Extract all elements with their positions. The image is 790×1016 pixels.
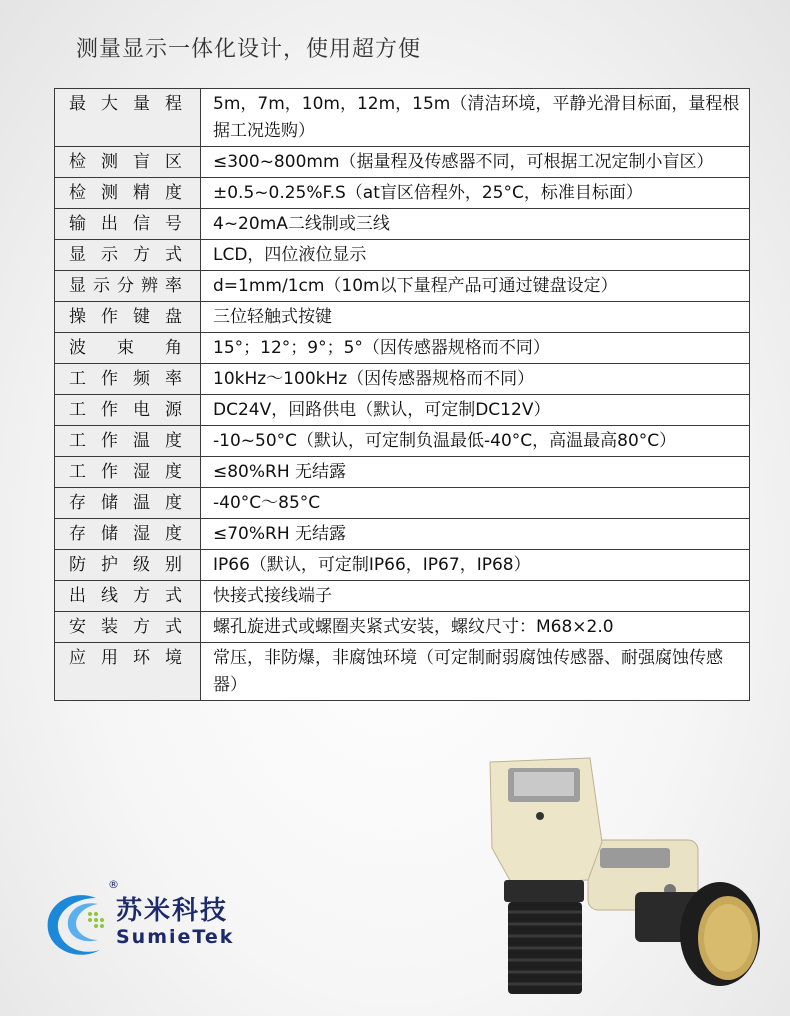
spec-key: 工作温度 [55,426,201,457]
spec-value: 螺孔旋进式或螺圈夹紧式安装，螺纹尺寸：M68×2.0 [201,612,750,643]
spec-key: 最大量程 [55,89,201,147]
spec-row [55,550,750,581]
spec-row [55,488,750,519]
spec-key: 安装方式 [55,612,201,643]
spec-key: 显示方式 [55,240,201,271]
spec-value: LCD，四位液位显示 [201,240,750,271]
spec-row [55,178,750,209]
spec-key: 工作湿度 [55,457,201,488]
spec-value: 15°；12°；9°；5°（因传感器规格而不同） [201,333,750,364]
spec-value: -10~50°C（默认，可定制负温最低-40°C，高温最高80°C） [201,426,750,457]
spec-key: 波束角 [55,333,201,364]
spec-row [55,240,750,271]
spec-value: DC24V，回路供电（默认，可定制DC12V） [201,395,750,426]
spec-value: -40°C～85°C [201,488,750,519]
spec-key: 检测精度 [55,178,201,209]
spec-key: 输出信号 [55,209,201,240]
spec-value: ≤80%RH 无结露 [201,457,750,488]
spec-value: d=1mm/1cm（10m以下量程产品可通过键盘设定） [201,271,750,302]
ultrasonic-level-meter-image [470,752,770,1002]
spec-value: 10kHz～100kHz（因传感器规格而不同） [201,364,750,395]
spec-table [54,88,750,701]
spec-row [55,581,750,612]
spec-value: 快接式接线端子 [201,581,750,612]
spec-value: ≤300~800mm（据量程及传感器不同，可根据工况定制小盲区） [201,147,750,178]
spec-key: 存储温度 [55,488,201,519]
swoosh-logo-icon [40,884,112,962]
spec-row [55,89,750,147]
spec-key: 存储湿度 [55,519,201,550]
spec-row [55,209,750,240]
spec-row [55,612,750,643]
spec-value: ≤70%RH 无结露 [201,519,750,550]
spec-key: 防护级别 [55,550,201,581]
spec-key: 操作键盘 [55,302,201,333]
spec-row [55,364,750,395]
spec-key: 出线方式 [55,581,201,612]
spec-value: IP66（默认，可定制IP66，IP67，IP68） [201,550,750,581]
spec-row [55,302,750,333]
spec-row [55,426,750,457]
spec-value: 4~20mA二线制或三线 [201,209,750,240]
spec-value: ±0.5~0.25%F.S（at盲区倍程外，25°C，标准目标面） [201,178,750,209]
spec-key: 工作电源 [55,395,201,426]
spec-key: 应用环境 [55,643,201,701]
section-heading: 测量显示一体化设计，使用超方便 [76,37,422,62]
spec-row [55,147,750,178]
spec-key: 显示分辨率 [55,271,201,302]
spec-value: 5m，7m，10m，12m，15m（清洁环境，平静光滑目标面，量程根据工况选购） [201,89,750,147]
spec-key: 工作频率 [55,364,201,395]
spec-row [55,271,750,302]
spec-row [55,395,750,426]
brand-name-cn: 苏米科技 [116,896,229,926]
spec-row [55,333,750,364]
spec-value: 常压，非防爆，非腐蚀环境（可定制耐弱腐蚀传感器、耐强腐蚀传感器） [201,643,750,701]
spec-value: 三位轻触式按键 [201,302,750,333]
spec-key: 检测盲区 [55,147,201,178]
registered-mark: ® [108,878,119,891]
brand-logo [40,878,250,964]
spec-row [55,643,750,701]
spec-row [55,519,750,550]
spec-row [55,457,750,488]
brand-name-en: SumieTek [116,926,235,948]
